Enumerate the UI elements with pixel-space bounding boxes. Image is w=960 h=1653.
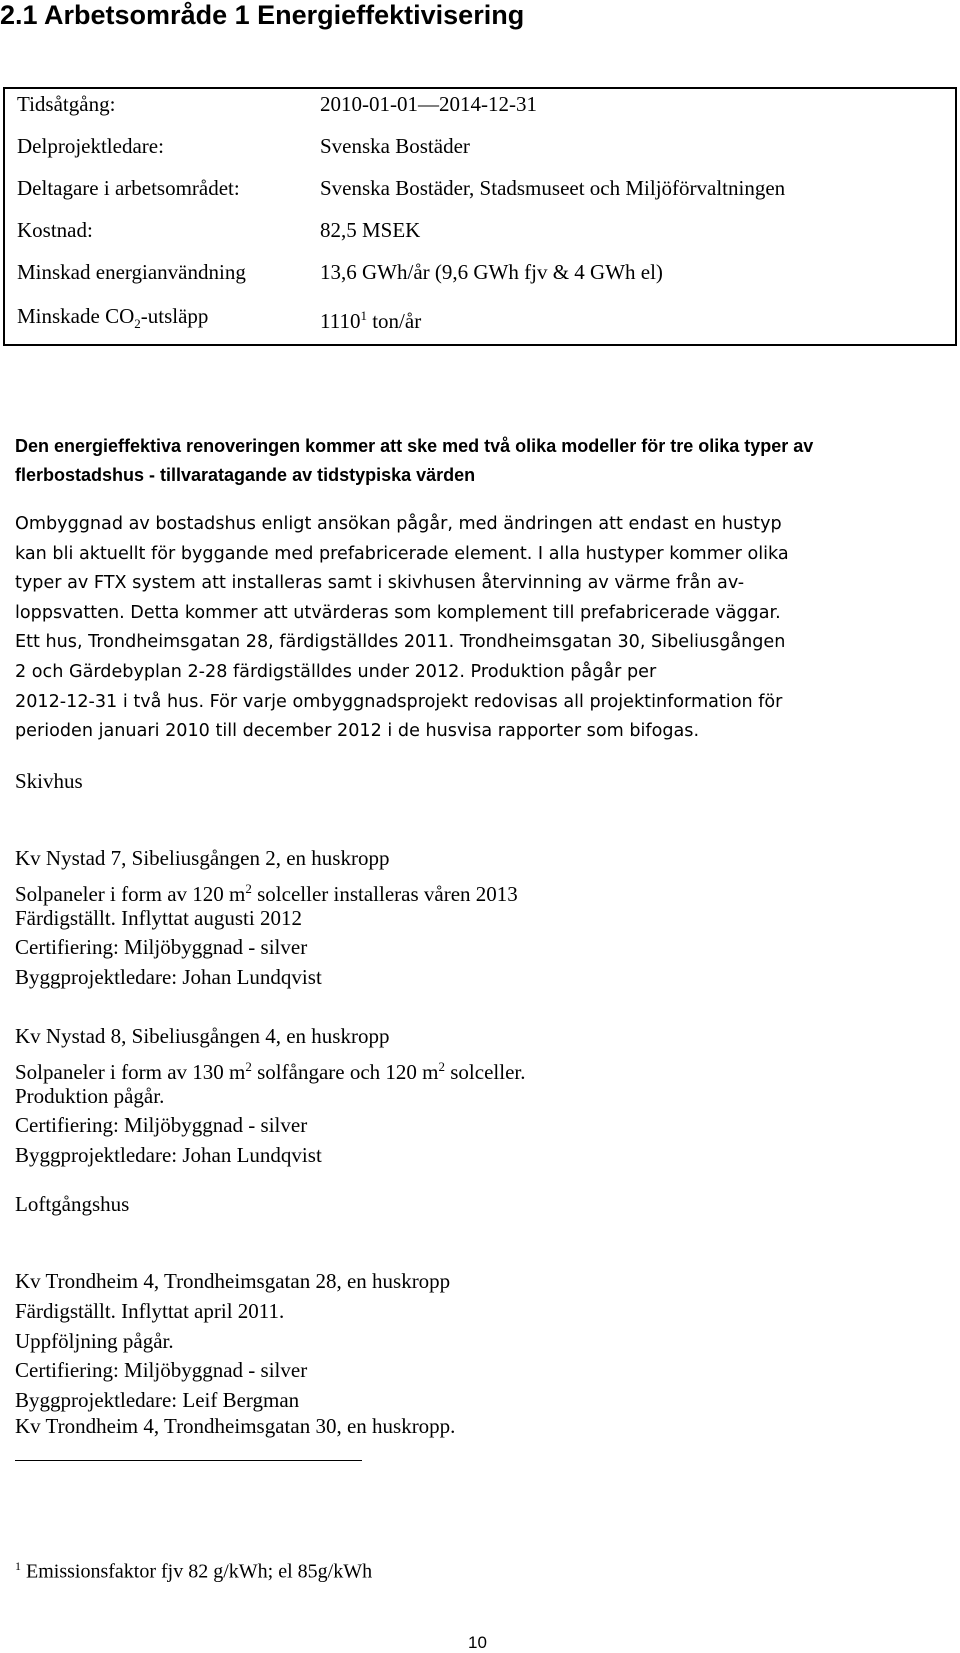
text-line: Certifiering: Miljöbyggnad - silver <box>15 1358 308 1383</box>
body-line: kan bli aktuellt för byggande med prefabricerade element. I alla hustyper kommer olika <box>15 543 789 564</box>
superscript: 2 <box>245 880 252 896</box>
solar-text: solceller. <box>445 1059 526 1084</box>
body-line: typer av FTX system att installeras samt i skivhusen återvinning av värme från av- <box>15 573 745 594</box>
info-label: Minskad energianvändning <box>17 260 246 284</box>
info-value: 13,6 GWh/år (9,6 GWh fjv & 4 GWh el) <box>320 260 663 284</box>
body-line: perioden januari 2010 till december 2012 i de husvisa rapporter som bifogas. <box>15 721 700 742</box>
text-line: Byggprojektledare: Johan Lundqvist <box>15 965 322 990</box>
info-value: 82,5 MSEK <box>320 218 421 242</box>
info-value: Svenska Bostäder <box>320 134 470 158</box>
co2-label-suffix: -utsläpp <box>140 304 209 328</box>
body-line: 2 och Gärdebyplan 2-28 färdigställdes under 2012. Produktion pågår per <box>15 661 657 682</box>
info-label: Deltagare i arbetsområdet: <box>17 176 240 200</box>
page-number: 10 <box>468 1633 487 1652</box>
info-value <box>320 301 421 336</box>
solar-text: solceller installeras våren 2013 <box>251 881 518 906</box>
trondheim28-block <box>15 1267 945 1416</box>
info-label: Tidsåtgång: <box>17 92 116 116</box>
solar-text: solfångare och 120 m <box>251 1059 439 1084</box>
intro-paragraph: Den energieffektiva renoveringen kommer att ske med två olika modeller för tre olika typer av flerbostadshus - tillvaratagande av tidstypiska värden <box>15 436 814 485</box>
info-label: Kostnad: <box>17 218 93 242</box>
info-row-co2-reduction <box>17 301 955 331</box>
footnote-divider <box>15 1460 362 1461</box>
loftgangshus-heading: Loftgångshus <box>15 1192 130 1216</box>
solar-text: Solpaneler i form av 120 m <box>15 881 246 906</box>
info-label <box>17 301 208 339</box>
co2-value: 1110 <box>320 309 361 333</box>
info-label: Delprojektledare: <box>17 134 164 158</box>
info-row-participants <box>17 173 955 203</box>
text-line: Kv Nystad 7, Sibeliusgången 2, en huskropp <box>15 846 390 870</box>
skivhus-heading: Skivhus <box>15 769 83 793</box>
info-value: Svenska Bostäder, Stadsmuseet och Miljöförvaltningen <box>320 176 786 200</box>
co2-unit: ton/år <box>366 309 422 333</box>
text-line: Kv Nystad 8, Sibeliusgången 4, en huskropp <box>15 1024 390 1048</box>
superscript: 2 <box>438 1058 445 1074</box>
text-line: Byggprojektledare: Leif Bergman <box>15 1388 300 1413</box>
info-row-cost <box>17 215 955 245</box>
text-line: Färdigställt. Inflyttat augusti 2012 <box>15 905 302 930</box>
text-line: Produktion pågår. <box>15 1083 165 1108</box>
text-line: Färdigställt. Inflyttat april 2011. <box>15 1298 285 1323</box>
body-paragraph <box>15 510 945 747</box>
body-line: Ombyggnad av bostadshus enligt ansökan pågår, med ändringen att endast en hustyp <box>15 514 782 534</box>
text-line: Certifiering: Miljöbyggnad - silver <box>15 935 308 960</box>
solar-text: Solpaneler i form av 130 m <box>15 1059 246 1084</box>
body-line: 2012-12-31 i två hus. För varje ombyggnadsprojekt redovisas all projektinformation för <box>15 691 783 712</box>
info-row-duration <box>17 89 955 119</box>
co2-label-text: Minskade CO <box>17 304 135 328</box>
section-heading: 2.1 Arbetsområde 1 Energieffektivisering <box>0 0 525 30</box>
body-line: loppsvatten. Detta kommer att utvärderas som komplement till prefabricerade väggar. <box>15 602 781 623</box>
footnote-reference: 1 <box>360 308 367 323</box>
co2-subscript: 2 <box>134 316 141 332</box>
text-line: Uppföljning pågår. <box>15 1328 174 1353</box>
text-line: Kv Trondheim 4, Trondheimsgatan 28, en huskropp <box>15 1269 451 1293</box>
info-row-energy-reduction <box>17 257 955 287</box>
superscript: 2 <box>245 1058 252 1074</box>
info-value: 2010-01-01—2014-12-31 <box>320 92 537 116</box>
text-line: Byggprojektledare: Johan Lundqvist <box>15 1143 322 1168</box>
text-line: Certifiering: Miljöbyggnad - silver <box>15 1113 308 1138</box>
text-line <box>15 1052 945 1082</box>
nystad7-block <box>15 844 945 993</box>
project-info-box <box>3 87 957 346</box>
trondheim30-line: Kv Trondheim 4, Trondheimsgatan 30, en huskropp. <box>15 1414 456 1438</box>
footnote <box>15 1553 372 1585</box>
text-line <box>15 874 945 904</box>
body-line: Ett hus, Trondheimsgatan 28, färdigställdes 2011. Trondheimsgatan 30, Sibeliusgången <box>15 632 786 653</box>
footnote-text: Emissionsfaktor fjv 82 g/kWh; el 85g/kWh <box>21 1560 373 1583</box>
footnote-marker: 1 <box>15 1559 21 1573</box>
nystad8-block <box>15 1022 945 1171</box>
info-row-subproject-lead <box>17 131 955 161</box>
